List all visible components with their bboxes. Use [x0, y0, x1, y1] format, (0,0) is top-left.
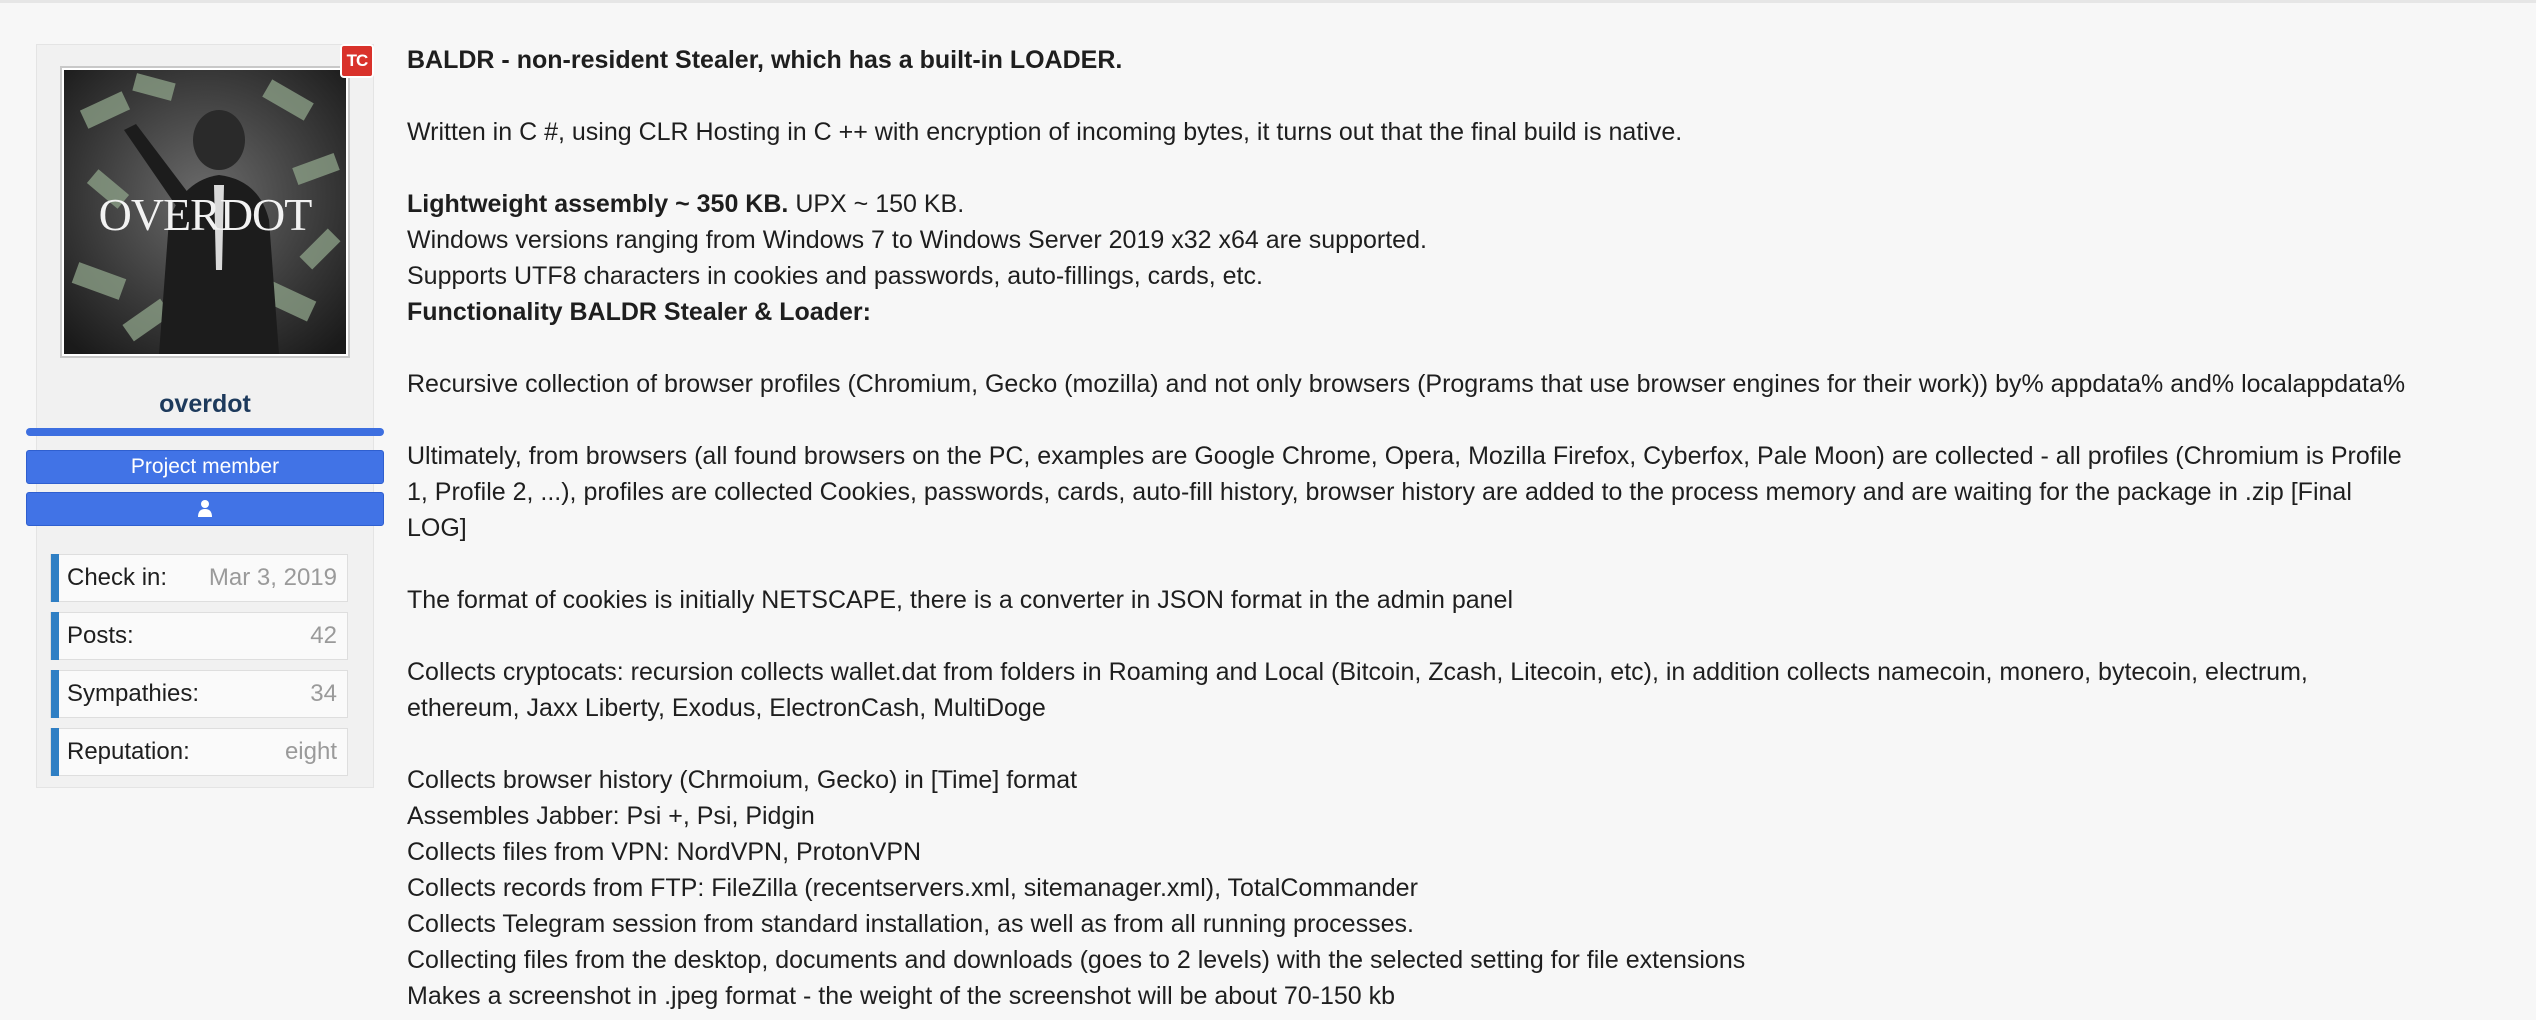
stat-accent-bar	[51, 554, 59, 602]
post-paragraph: The format of cookies is initially NETSCAPE, there is a converter in JSON format in the admin panel	[407, 586, 1514, 614]
feature-line: Collects files from VPN: NordVPN, ProtonVPN	[407, 838, 922, 866]
feature-line: Assembles Jabber: Psi +, Psi, Pidgin	[407, 802, 815, 830]
post-bold-text: Lightweight assembly ~ 350 KB.	[407, 190, 789, 218]
avatar-image	[64, 70, 346, 354]
feature-line: Collects browser history (Chrmoium, Gecko) in [Time] format	[407, 766, 1078, 794]
stat-sympathies	[50, 670, 348, 718]
post-paragraph: ethereum, Jaxx Liberty, Exodus, ElectronCash, MultiDoge	[407, 694, 1046, 722]
post-paragraph: Recursive collection of browser profiles (Chromium, Gecko (mozilla) and not only browsers (Programs that use browser engines for their work)) by% appdata% and% localappdata%	[407, 370, 2406, 398]
user-icon-banner	[26, 492, 384, 526]
stat-accent-bar	[51, 670, 59, 718]
stat-check-in	[50, 554, 348, 602]
tc-badge: TC	[340, 44, 374, 78]
post-paragraph: Ultimately, from browsers (all found browsers on the PC, examples are Google Chrome, Opera, Mozilla Firefox, Cyberfox, Pale Moon) are collected - all profiles (Chromium is Profile	[407, 442, 2402, 470]
post-paragraph: Written in C #, using CLR Hosting in C ++ with encryption of incoming bytes, it turns out that the final build is native.	[407, 118, 1683, 146]
avatar[interactable]	[64, 70, 346, 354]
stat-label: Reputation:	[67, 738, 190, 765]
stat-accent-bar	[51, 612, 59, 660]
stat-label: Posts:	[67, 622, 134, 649]
stat-accent-bar	[51, 728, 59, 776]
stat-value: Mar 3, 2019	[208, 564, 337, 591]
post-paragraph: 1, Profile 2, ...), profiles are collected Cookies, passwords, cards, auto-fill history, browser history are added to the process memory and are waiting for the package in .zip [Final	[407, 478, 2352, 506]
post-paragraph	[407, 186, 964, 222]
feature-line: Collects Telegram session from standard installation, as well as from all running processes.	[407, 910, 1414, 938]
stat-value: eight	[284, 738, 337, 765]
project-member-banner: Project member	[26, 450, 384, 484]
username-underline	[26, 428, 384, 436]
stat-value: 34	[310, 680, 337, 707]
stat-reputation	[50, 728, 348, 776]
username[interactable]: overdot	[159, 390, 251, 418]
stat-value: 42	[310, 622, 337, 649]
stat-label: Check in:	[67, 564, 168, 591]
feature-line: Makes a screenshot in .jpeg format - the weight of the screenshot will be about 70-150 kb	[407, 982, 1396, 1010]
svg-text:OVERDOT: OVERDOT	[98, 189, 312, 240]
post-title: BALDR - non-resident Stealer, which has a built-in LOADER.	[407, 46, 1123, 74]
feature-line: Collecting files from the desktop, documents and downloads (goes to 2 levels) with the selected setting for file extensions	[407, 946, 1746, 974]
post-paragraph: Windows versions ranging from Windows 7 to Windows Server 2019 x32 x64 are supported.	[407, 226, 1427, 254]
feature-line: Collects records from FTP: FileZilla (recentservers.xml, sitemanager.xml), TotalCommander	[407, 874, 1418, 902]
stat-label: Sympathies:	[67, 680, 200, 707]
post-text: UPX ~ 150 KB.	[788, 190, 965, 218]
stat-posts	[50, 612, 348, 660]
user-icon	[197, 499, 213, 517]
post-paragraph: Collects cryptocats: recursion collects wallet.dat from folders in Roaming and Local (Bitcoin, Zcash, Litecoin, etc), in addition collects namecoin, monero, bytecoin, electrum,	[407, 658, 2308, 686]
post-subheading: Functionality BALDR Stealer & Loader:	[407, 298, 871, 326]
post-paragraph: LOG]	[407, 514, 467, 542]
top-border	[0, 0, 2536, 3]
post-paragraph: Supports UTF8 characters in cookies and passwords, auto-fillings, cards, etc.	[407, 262, 1263, 290]
